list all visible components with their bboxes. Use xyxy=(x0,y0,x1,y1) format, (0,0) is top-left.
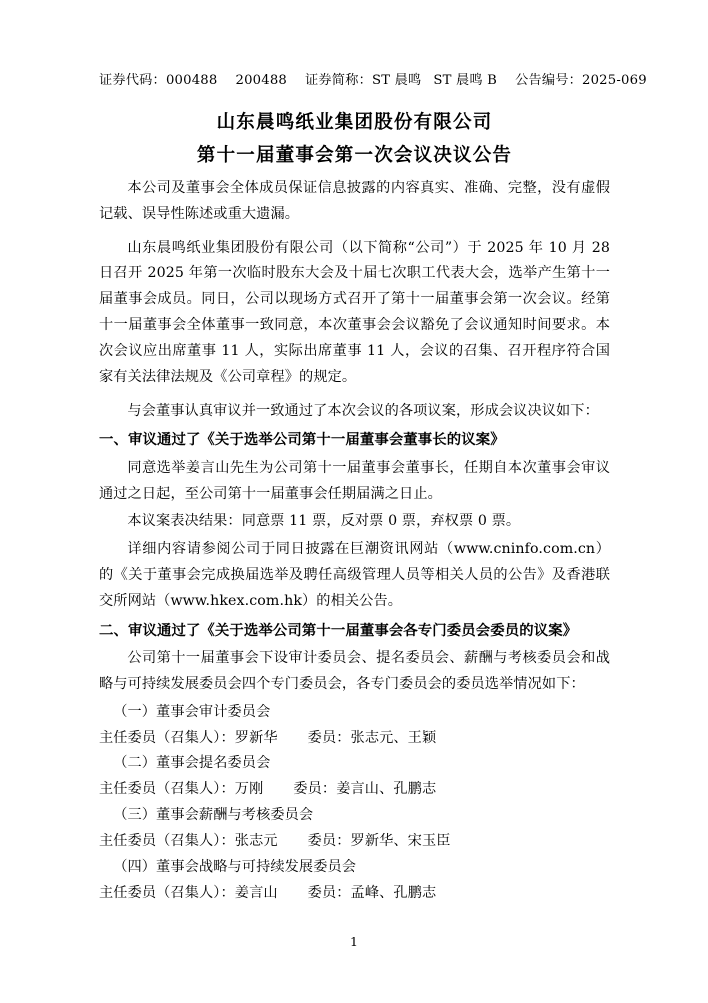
chair-label-remuneration: 主任委员（召集人）： xyxy=(99,832,235,849)
members-label-audit: 委员： xyxy=(307,729,351,746)
chair-label-strategy: 主任委员（召集人）： xyxy=(99,884,235,901)
security-code-a: 000488 xyxy=(165,73,218,88)
chair-name-remuneration: 张志元 xyxy=(234,832,278,849)
chair-label-audit: 主任委员（召集人）： xyxy=(99,729,235,746)
disclaimer-paragraph: 本公司及董事会全体成员保证信息披露的内容真实、准确、完整，没有虚假记载、误导性陈述或重大遗漏。 xyxy=(99,179,610,222)
announcement-subject-title: 第十一届董事会第一次会议决议公告 xyxy=(196,144,513,166)
committee-members-strategy xyxy=(99,881,610,907)
bulletin-number-value: 2025-069 xyxy=(582,73,647,88)
committee-members-audit xyxy=(99,726,610,752)
members-names-nomination: 姜言山、孔鹏志 xyxy=(336,781,437,798)
section-one-body: 同意选举姜言山先生为公司第十一届董事会董事长，任期自本次董事会审议通过之日起，至公司第十一届董事会任期届满之日止。 xyxy=(99,459,610,502)
members-label-remuneration: 委员： xyxy=(307,832,351,849)
security-name-a: ST 晨鸣 xyxy=(371,73,422,88)
committee-name-audit: （一）董事会审计委员会 xyxy=(113,703,271,720)
members-label-strategy: 委员： xyxy=(307,884,351,901)
members-names-audit: 张志元、王颖 xyxy=(350,729,437,746)
members-label-nomination: 委员： xyxy=(293,781,337,798)
chair-label-nomination: 主任委员（召集人）： xyxy=(99,781,235,798)
bulletin-number-label: 公告编号： xyxy=(515,73,582,88)
document-header-line xyxy=(99,70,647,91)
meeting-convening-paragraph: 山东晨鸣纸业集团股份有限公司（以下简称“公司”）于 2025 年 10 月 28 日召开 2025 年第一次临时股东大会及十届七次职工代表大会，选举产生第十一届董事会成员。同日，公司以现场方式召开了第十一届董事会第一次会议。经第十一届董事会全体董事一致同意，本次董事会会议豁免了会议通知时间要求。本次会议应出席董事 11 人，实际出席董事 11 人，会议的召集、召开程序符合国家有关法律法规及《公司章程》的规定。 xyxy=(99,239,610,385)
chair-name-audit: 罗新华 xyxy=(234,729,278,746)
security-code-b: 200488 xyxy=(235,73,288,88)
members-names-remuneration: 罗新华、宋玉臣 xyxy=(350,832,451,849)
document-title-block xyxy=(99,107,610,172)
committee-members-nomination xyxy=(99,777,610,803)
committee-name-strategy: （四）董事会战略与可持续发展委员会 xyxy=(113,858,357,875)
section-one-vote-result: 本议案表决结果：同意票 11 票，反对票 0 票，弃权票 0 票。 xyxy=(127,513,521,530)
security-code-label: 证券代码： xyxy=(99,73,166,88)
section-heading-one: 一、审议通过了《关于选举公司第十一届董事会董事长的议案》 xyxy=(99,432,505,449)
members-names-strategy: 孟峰、孔鹏志 xyxy=(350,884,437,901)
chair-name-strategy: 姜言山 xyxy=(234,884,278,901)
company-name-title: 山东晨鸣纸业集团股份有限公司 xyxy=(216,112,493,134)
resolution-intro-paragraph: 与会董事认真审议并一致通过了本次会议的各项议案，形成会议决议如下： xyxy=(127,402,599,419)
security-name-label: 证券简称： xyxy=(305,73,372,88)
committee-name-remuneration: （三）董事会薪酬与考核委员会 xyxy=(113,807,314,824)
chair-name-nomination: 万刚 xyxy=(234,781,264,798)
section-one-reference: 详细内容请参阅公司于同日披露在巨潮资讯网站（www.cninfo.com.cn）的《关于董事会完成换届选举及聘任高级管理人员等相关人员的公告》及香港联交所网站（www.hkex.com.hk）的相关公告。 xyxy=(99,541,610,609)
committee-members-remuneration xyxy=(99,829,610,855)
committee-name-nomination: （二）董事会提名委员会 xyxy=(113,755,271,772)
page-number: 1 xyxy=(350,934,358,949)
section-heading-two: 二、审议通过了《关于选举公司第十一届董事会各专门委员会委员的议案》 xyxy=(99,622,578,639)
section-two-body: 公司第十一届董事会下设审计委员会、提名委员会、薪酬与考核委员会和战略与可持续发展委员会四个专门委员会，各专门委员会的委员选举情况如下： xyxy=(99,649,610,692)
security-name-b: ST 晨鸣 B xyxy=(433,73,498,88)
